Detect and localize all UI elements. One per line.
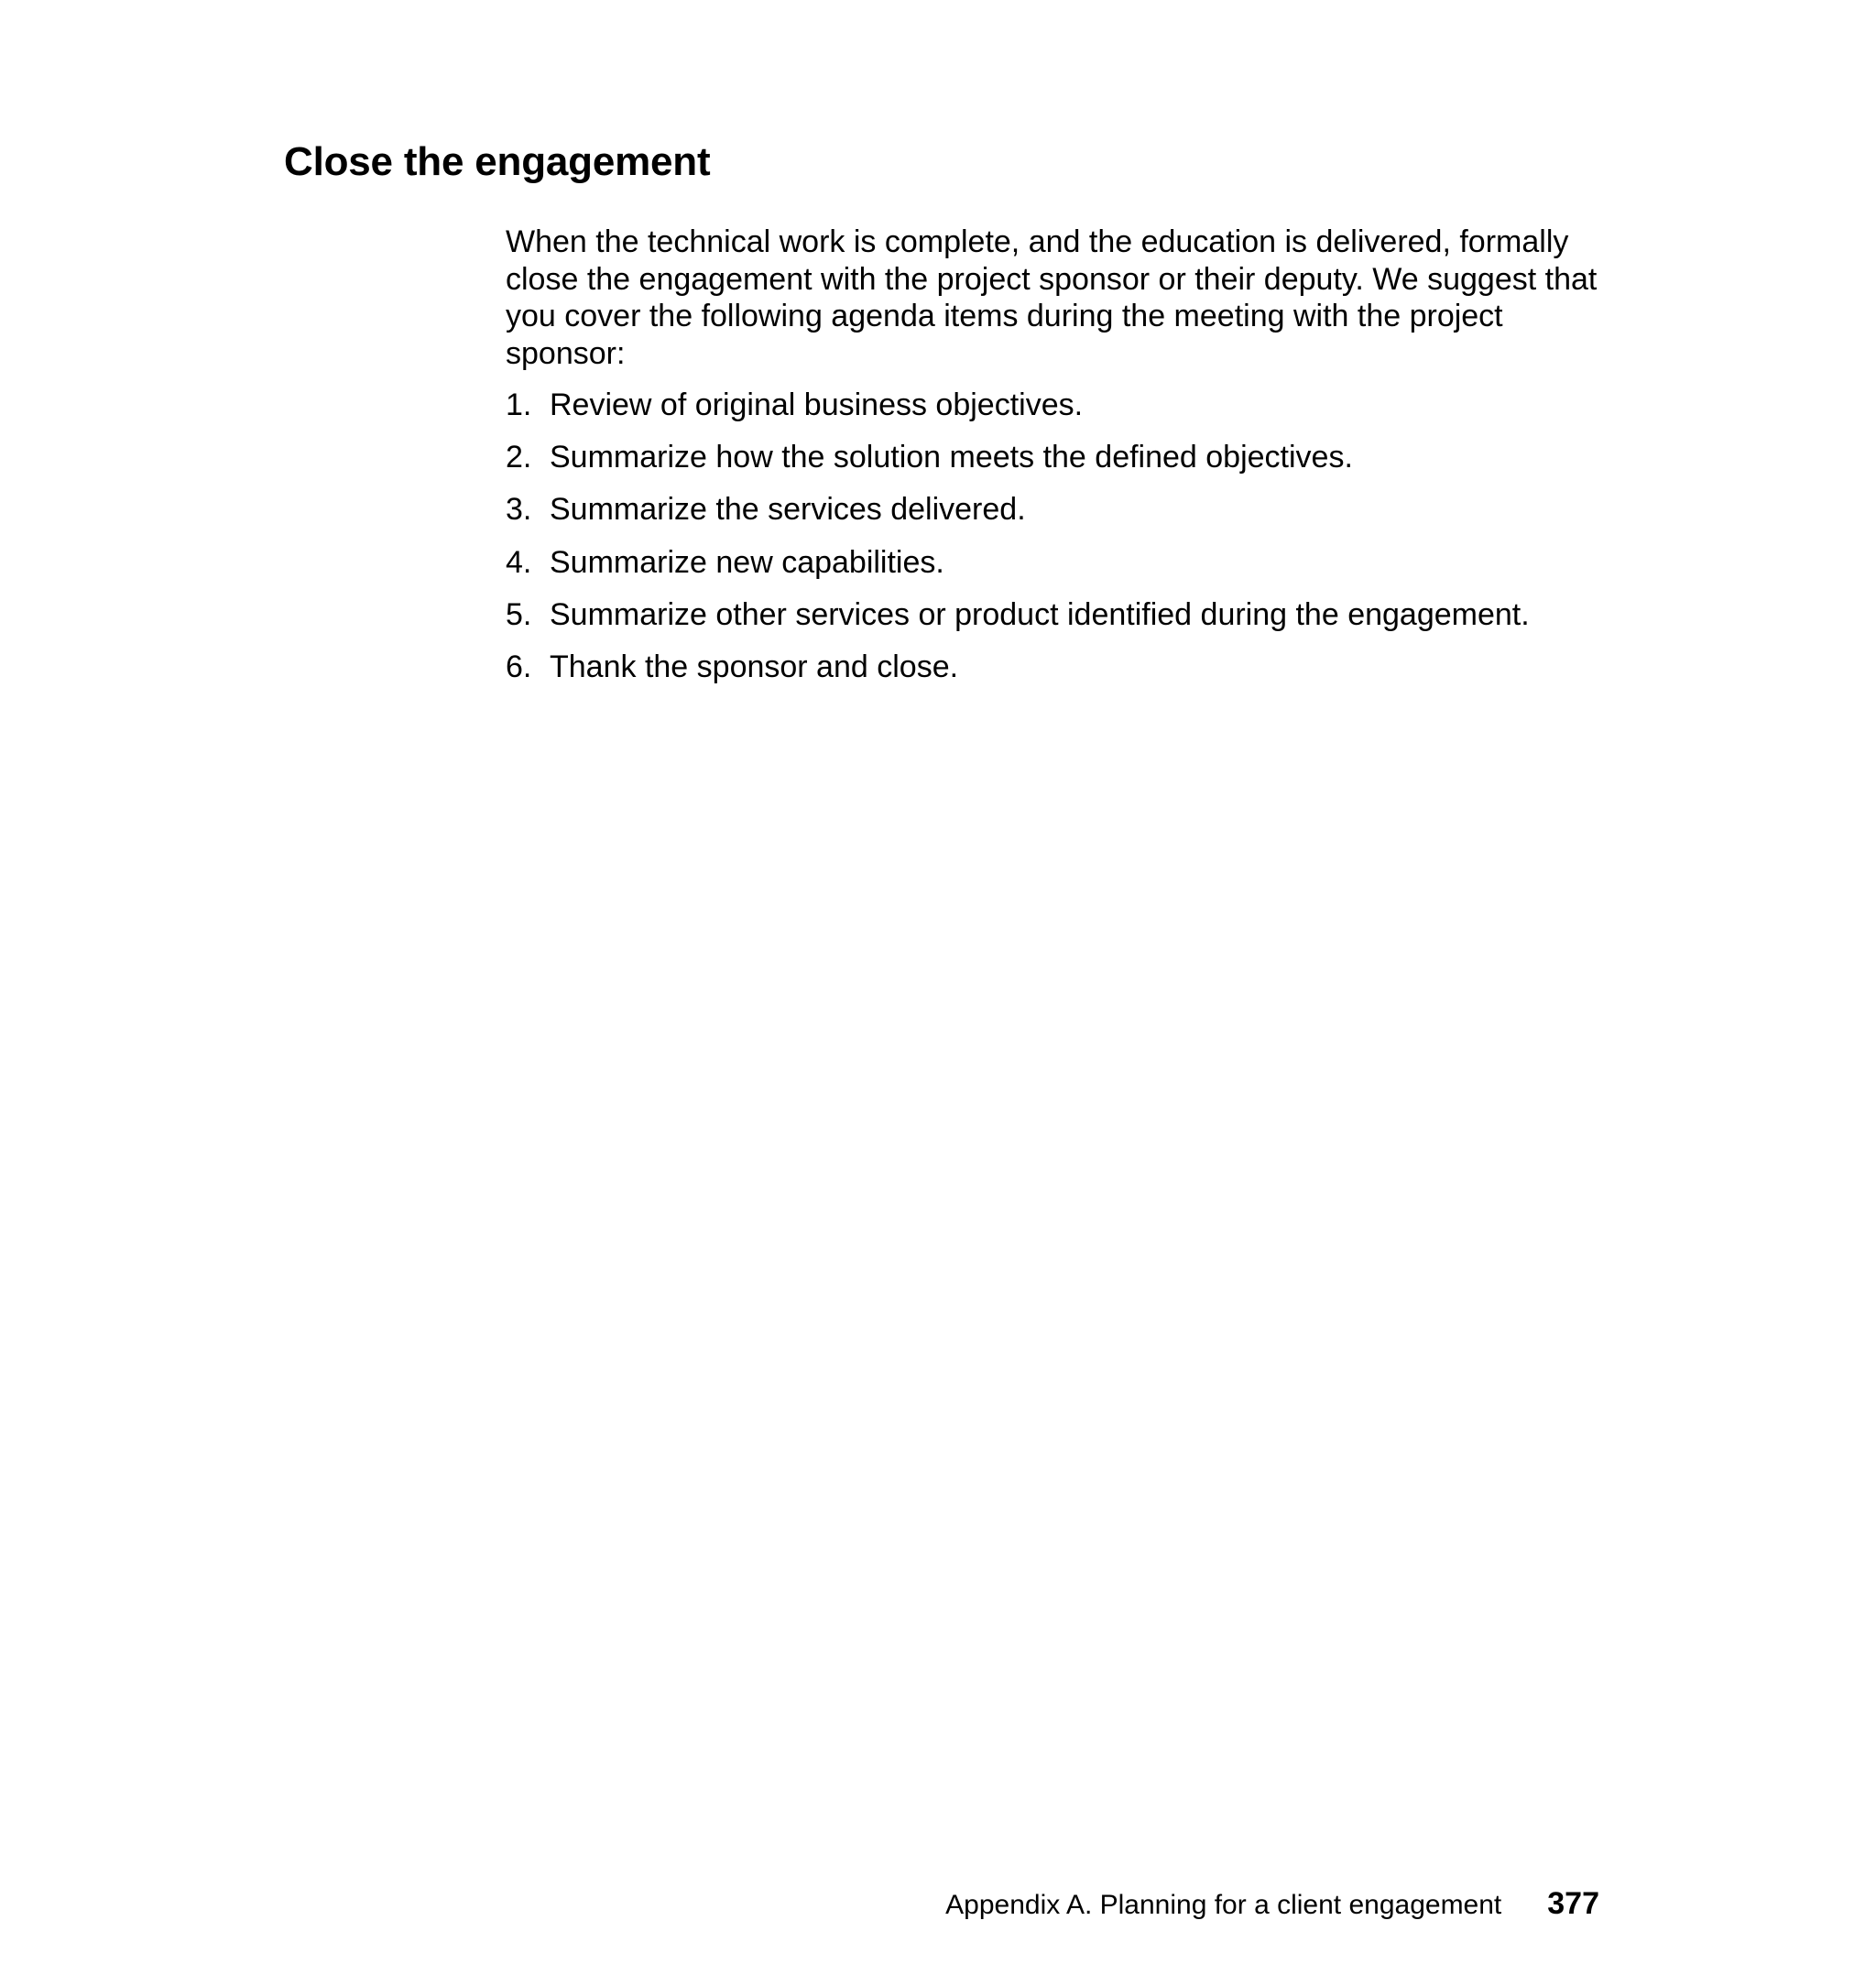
section-body: [506, 224, 1605, 701]
agenda-item: [506, 491, 1605, 529]
agenda-item: [506, 439, 1605, 476]
agenda-item-number: 6.: [506, 649, 532, 684]
page-number: 377: [1547, 1886, 1599, 1921]
page-footer: [945, 1887, 1599, 1922]
agenda-item: [506, 596, 1605, 634]
agenda-item-text: Summarize how the solution meets the defined objectives.: [550, 440, 1353, 475]
agenda-item-number: 2.: [506, 440, 532, 475]
agenda-item-number: 1.: [506, 387, 532, 422]
agenda-item-number: 5.: [506, 596, 532, 632]
agenda-item: [506, 544, 1605, 582]
footer-chapter-title: Appendix A. Planning for a client engagement: [945, 1890, 1502, 1920]
section-heading: Close the engagement: [284, 139, 711, 184]
agenda-item-text: Summarize the services delivered.: [550, 492, 1026, 528]
agenda-item-text: Thank the sponsor and close.: [550, 649, 959, 684]
agenda-item-number: 4.: [506, 544, 532, 580]
agenda-item-text: Review of original business objectives.: [550, 387, 1084, 422]
agenda-item-number: 3.: [506, 492, 532, 528]
agenda-list: [506, 387, 1605, 685]
agenda-item: [506, 649, 1605, 686]
agenda-item: [506, 387, 1605, 424]
agenda-item-text: Summarize other services or product identified during the engagement.: [550, 596, 1530, 632]
agenda-item-text: Summarize new capabilities.: [550, 544, 944, 580]
intro-paragraph: When the technical work is complete, and the education is delivered, formally close the engagement with the project sponsor or their deputy. We suggest that you cover the following agenda items during the meeting with the project sponsor:: [506, 224, 1598, 371]
